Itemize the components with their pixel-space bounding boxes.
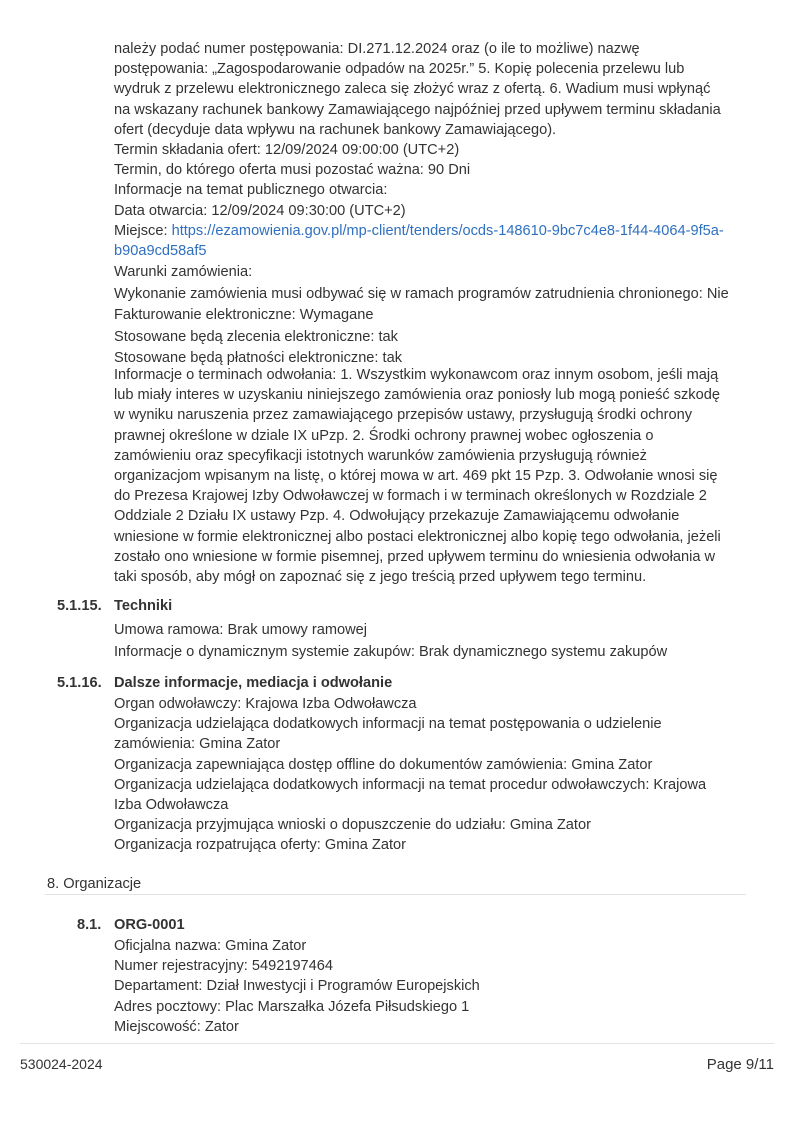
text-line: Organizacja udzielająca dodatkowych informacji na temat procedur odwoławczych: Krajowa [114,776,707,793]
text-line: taki sposób, aby mógł on zapoznać się z jego treścią przed upływem tego terminu. [114,569,647,586]
section-number: 5.1.15. [57,598,102,614]
section-number: 5.1.16. [57,675,102,691]
org-department: Departament: Dział Inwestycji i Programów Europejskich [114,978,480,995]
org-address: Adres pocztowy: Plac Marszałka Józefa Piłsudskiego 1 [114,998,470,1015]
place-line [114,221,754,241]
tender-url-link-continued[interactable]: b90a9cd58af5 [114,243,207,260]
divider [45,894,746,895]
text-line: Organizacja rozpatrująca oferty: Gmina Zator [114,837,406,854]
opening-date: Data otwarcia: 12/09/2024 09:30:00 (UTC+2) [114,202,406,219]
text-line: wniesione w formie elektronicznej albo postaci elektronicznej albo kopię tego odwołania, jeżeli [114,528,721,545]
footer-divider [20,1043,774,1044]
text-line: Organ odwoławczy: Krajowa Izba Odwoławcza [114,696,417,712]
section-title: Techniki [114,598,173,614]
notice-id: 530024-2024 [20,1056,103,1072]
org-registration-number: Numer rejestracyjny: 5492197464 [114,958,334,975]
text-line: Umowa ramowa: Brak umowy ramowej [114,622,368,638]
org-city: Miejscowość: Zator [114,1018,239,1035]
condition-line: Wykonanie zamówienia musi odbywać się w ramach programów zatrudnienia chronionego: Nie [114,285,729,302]
org-number: 8.1. [77,917,102,933]
org-official-name: Oficjalna nazwa: Gmina Zator [114,938,307,954]
text-line: Izba Odwoławcza [114,797,229,814]
text-line: postępowania: „Zagospodarowanie odpadów na 2025r.” 5. Kopię polecenia przelewu lub [114,61,685,78]
appeal-info-block [114,365,754,587]
tender-details-block [114,39,754,261]
text-line: lub miały interes w uzyskaniu niniejszego zamówienia oraz poniosły lub mogą ponieść szkodę [114,387,720,404]
text-line: prawnej określone w dziale IX uPzp. 2. Środki ochrony prawnej wobec ogłoszenia o [114,427,654,444]
further-info-block [114,694,754,856]
text-line: ofert (decyduje data wpływu na rachunek bankowy Zamawiającego). [114,121,557,138]
text-line: organizacjom wpisanym na listę, o której mowa w art. 469 pkt 15 Pzp. 3. Odwołanie wnosi się [114,468,718,485]
text-line: zostało ono wniesione w formie pisemnej, przed upływem terminu do wniesienia odwołania w [114,548,716,565]
submission-deadline: Termin składania ofert: 12/09/2024 09:00:00 (UTC+2) [114,142,460,159]
text-line: Organizacja zapewniająca dostęp offline do dokumentów zamówienia: Gmina Zator [114,756,653,773]
text-line: w wyniku naruszenia przez zamawiającego przepisów ustawy, przysługują środki ochrony [114,407,693,424]
text-line: Informacje o terminach odwołania: 1. Wszystkim wykonawcom oraz innym osobom, jeśli mają [114,367,719,383]
text-line: do Prezesa Krajowej Izby Odwoławczej w formach i w terminach określonych w Rozdziale 2 [114,488,707,505]
text-line: zamówieniu oraz specyfikacji istotnych warunków zamówienia przysługują również [114,447,647,464]
text-line: należy podać numer postępowania: DI.271.12.2024 oraz (o ile to możliwe) nazwę [114,41,640,57]
org-details-block [114,936,754,1037]
text-line: na wskazany rachunek bankowy Zamawiającego najpóźniej przed upływem terminu składania [114,101,721,118]
place-label: Miejsce: [114,222,172,239]
condition-line: Fakturowanie elektroniczne: Wymagane [114,307,374,324]
tender-url-link[interactable]: https://ezamowienia.gov.pl/mp-client/tenders/ocds-148610-9bc7c4e8-1f44-4064-9f5a- [171,222,724,239]
conditions-heading: Warunki zamówienia: [114,264,253,280]
text-line: zamówienia: Gmina Zator [114,736,281,753]
conditions-block [114,262,754,370]
text-line: wydruk z przelewu elektronicznego zaleca się złożyć wraz z ofertą. 6. Wadium musi wpłynąć [114,81,711,98]
page-number: Page 9/11 [706,1056,774,1073]
public-opening-label: Informacje na temat publicznego otwarcia: [114,182,388,199]
condition-line: Stosowane będą zlecenia elektroniczne: tak [114,328,398,345]
techniques-block [114,620,754,663]
offer-validity: Termin, do którego oferta musi pozostać ważna: 90 Dni [114,162,471,179]
org-title: ORG-0001 [114,917,185,933]
text-line: Informacje o dynamicznym systemie zakupów: Brak dynamicznego systemu zakupów [114,643,668,660]
text-line: Organizacja przyjmująca wnioski o dopuszczenie do udziału: Gmina Zator [114,817,591,834]
section-heading-organizations: 8. Organizacje [47,876,142,892]
section-title: Dalsze informacje, mediacja i odwołanie [114,675,393,691]
text-line: Oddziale 2 Działu IX ustawy Pzp. 4. Odwołujący przekazuje Zamawiającemu odwołanie [114,508,680,525]
text-line: Organizacja udzielająca dodatkowych informacji na temat postępowania o udzielenie [114,716,662,733]
condition-line: Stosowane będą płatności elektroniczne: tak [114,350,402,367]
